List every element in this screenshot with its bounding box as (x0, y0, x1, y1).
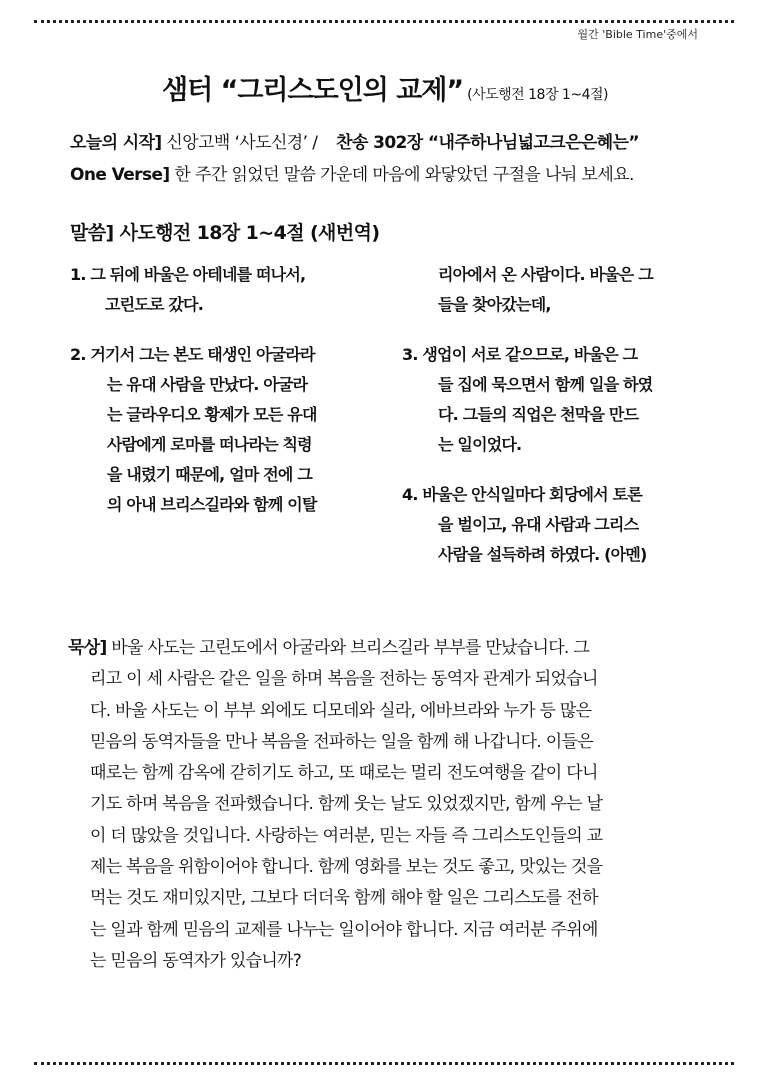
hymn-text: 찬송 302장 “내주하나님넓고크은은혜는” (336, 133, 639, 153)
verse-line: 들을 찾아갔는데, (438, 295, 551, 314)
verse-2 (70, 340, 390, 520)
verse-line: 을 벌이고, 유대 사람과 그리스 (438, 515, 639, 534)
verse-line: 의 아내 브리스길라와 함께 이탈 (107, 495, 317, 514)
verse-4 (402, 480, 722, 570)
verse-line: 리아에서 온 사람이다. 바울은 그 (438, 265, 653, 284)
verse-line: 사람을 설득하려 하였다. (아멘) (438, 545, 647, 564)
verse-1 (70, 260, 390, 320)
verse-line: 4. 바울은 안식일마다 회당에서 토론 (402, 485, 642, 504)
title-block (0, 68, 770, 107)
verse-line: 고린도로 갔다. (105, 295, 203, 314)
opening-text: 신앙고백 ‘사도신경’ / (161, 133, 323, 153)
meditation-line: 먹는 것도 재미있지만, 그보다 더더욱 함께 해야 할 일은 그리스도를 전하 (90, 888, 598, 909)
meditation-first-line (68, 633, 718, 664)
oneverse-line (70, 160, 720, 185)
verse-line: 다. 그들의 직업은 천막을 만드 (438, 405, 639, 424)
meditation-line: 는 일과 함께 믿음의 교제를 나누는 일이어야 합니다. 지금 여러분 주위에 (90, 919, 598, 940)
meditation-label: 묵상] (68, 638, 107, 658)
meditation-line: 믿음의 동역자들을 만나 복음을 전파하는 일을 함께 해 나갑니다. 이들은 (90, 731, 593, 752)
verse-line: 는 일이었다. (438, 435, 522, 454)
meditation-section (68, 633, 718, 977)
meditation-line: 는 믿음의 동역자가 있습니까? (90, 950, 302, 971)
page-subtitle: (사도행전 18장 1~4절) (467, 87, 608, 103)
verse-line: 들 집에 묵으면서 함께 일을 하였 (438, 375, 653, 394)
meditation-line: 때로는 함께 감옥에 갇히기도 하고, 또 때로는 멀리 전도여행을 같이 다니 (90, 763, 598, 784)
meditation-text: 바울 사도는 고린도에서 아굴라와 브리스길라 부부를 만났습니다. 그 (106, 638, 590, 658)
verse-line: 2. 거기서 그는 본도 태생인 아굴라라 (70, 345, 315, 364)
verse-line: 을 내렸기 때문에, 얼마 전에 그 (107, 465, 313, 484)
meditation-line: 제는 복음을 위함이어야 합니다. 함께 영화를 보는 것도 좋고, 맛있는 것을 (90, 857, 603, 878)
oneverse-label: One Verse] (70, 165, 170, 185)
verse-3 (402, 340, 722, 460)
verse-line: 1. 그 뒤에 바울은 아테네를 떠나서, (70, 265, 306, 284)
verse-line: 사람에게 로마를 떠나라는 칙령 (107, 435, 312, 454)
opening-line (70, 128, 720, 153)
verse-2-continued (402, 260, 722, 320)
verse-line: 는 유대 사람을 만났다. 아굴라 (107, 375, 308, 394)
scripture-heading: 말씀] 사도행전 18장 1~4절 (새번역) (70, 222, 380, 244)
oneverse-text: 한 주간 읽었던 말씀 가운데 마음에 와닿았던 구절을 나눠 보세요. (169, 165, 634, 185)
meditation-line: 리고 이 세 사람은 같은 일을 하며 복음을 전하는 동역자 관계가 되었습니 (90, 669, 598, 690)
meditation-line: 다. 바울 사도는 이 부부 외에도 디모데와 실라, 에바브라와 누가 등 많은 (90, 700, 592, 721)
source-note: 월간 'Bible Time'중에서 (577, 28, 698, 41)
verse-line: 는 글라우디오 황제가 모든 유대 (107, 405, 317, 424)
top-dotted-divider (34, 20, 734, 23)
page-title: 샘터 “그리스도인의 교제” (162, 75, 464, 106)
meditation-line: 기도 하며 복음을 전파했습니다. 함께 웃는 날도 있었겠지만, 함께 우는 날 (90, 794, 603, 815)
bottom-dotted-divider (34, 1062, 734, 1065)
verse-line: 3. 생업이 서로 같으므로, 바울은 그 (402, 345, 638, 364)
meditation-line: 이 더 많았을 것입니다. 사랑하는 여러분, 믿는 자들 즉 그리스도인들의 교 (90, 825, 603, 846)
opening-label: 오늘의 시작] (70, 133, 162, 153)
